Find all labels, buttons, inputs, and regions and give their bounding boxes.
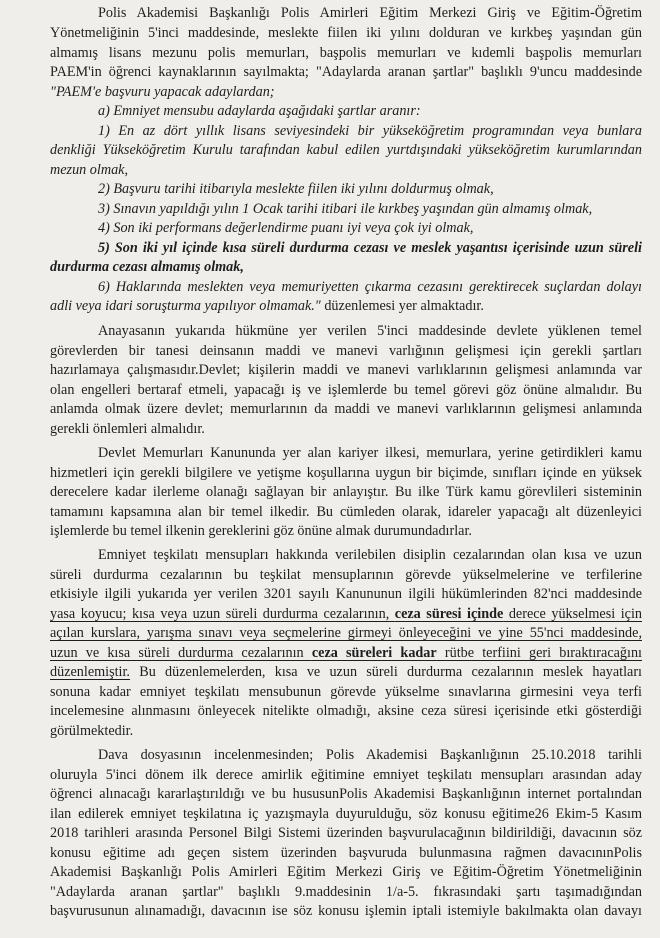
text-line: oluruyla 5'inci dönem ilk derece amirlik eğitimine emniyet teşkilatı mensupları arasından aday <box>50 767 642 783</box>
text-line: konusu eğitime adı geçen sistem üzerinden başvuruda bulunmasına rağmen davacınınPolis <box>50 845 642 861</box>
text-line: mezun olmak, <box>50 162 129 178</box>
text-line: 3) Sınavın yapıldığı yılın 1 Ocak tarihi itibari ile kırkbeş yaşından gün almamış olmak, <box>98 201 593 217</box>
text-line: 2) Başvuru tarihi itibarıyla meslekte fiilen iki yılını doldurmuş olmak, <box>98 181 494 197</box>
text-line: derecelere kadar ilerleme olanağı sağlayan bir anlayıştır. Bu ilke Türk kamu görevlileri sisteminin <box>50 484 642 500</box>
text-line: süreli durdurma cezalarının bu teşkilat mensuplarının görevde yükselmelerine ve terfilerine <box>50 567 642 583</box>
text-line: Emniyet teşkilatı mensupları hakkında verilebilen disiplin cezalarından olan kısa ve uzun <box>98 547 642 563</box>
text-line: 6) Haklarında meslekten veya memuriyetten çıkarma cezasını gerektirecek suçlardan dolayı <box>98 279 642 295</box>
text-line: uzun ve kısa süreli durdurma cezalarının ceza süreleri kadar rütbe terfiini geri bıraktıracağını <box>50 645 642 661</box>
text-line: Yönetmeliğinin 5'inci maddesinde, meslekte fiilen iki yılını dolduran ve kırkbeş yaşından gün <box>50 25 642 41</box>
text-line: hizmetleri için gerekli bilgilere ve yetişme koşullarına uygun bir biçimde, sınıfları içinde en yüksek <box>50 465 642 481</box>
text-line: ilan edilerek emniyet teşkilatına iç yazışmayla duyurulduğu, söz konusu eğitime26 Ekim-5 Kasım <box>50 806 642 822</box>
text-line: açılan kurslara, yarışma sınavı veya seçmelerine girmeyi önleyeceğini ve yine 55'nci maddesinde, <box>50 625 642 641</box>
text-line: anlamda olmak üzere devlet; memurlarının da maddi ve manevi varlıklarının gelişmesi anlamında <box>50 401 642 417</box>
text-line: a) Emniyet mensubu adaylarda aşağıdaki şartlar aranır: <box>98 103 421 119</box>
text-line: 5) Son iki yıl içinde kısa süreli durdurma cezası ve meslek yaşantısı içerisinde uzun süreli <box>98 240 642 256</box>
text-line: başvurusunun alınamadığı, davacının ise söz konusu işlemin iptali istemiyle bakılmakta olan davayı <box>50 903 642 919</box>
text-line: adli veya idari soruşturma yapılıyor olmamak." düzenlemesi yer almaktadır. <box>50 298 484 314</box>
text-line: tamamını kapsamına alan bir temel ilkedir. Bu cümleden olarak, idareler yapacağı alt düzenleyici <box>50 504 642 520</box>
text-line: 4) Son iki performans değerlendirme puanı iyi veya çok iyi olmak, <box>98 220 474 236</box>
text-line: etkisiyle ilgili yukarıda yer verilen 3201 sayılı Kanununun ilgili hükümlerinden 82'nci maddesinde <box>50 586 642 602</box>
text-line: "Adaylarda aranan şartlar" başlıklı 9.maddesinin 1/a-5. fıkrasındaki şartı taşımadığından <box>50 884 642 900</box>
text-line: incelemesine alınmasını önleyecek nitelikte olmadığı, aksine ceza süresi içerisinde etki gösterdiği <box>50 703 642 719</box>
text-line: 2018 tarihleri arasında Personel Bilgi Sistemi üzerinden başvurulacağının bildirildiği, davacının söz <box>50 825 642 841</box>
text-line: "PAEM'e başvuru yapacak adaylardan; <box>50 84 275 100</box>
text-line: denkliği Yükseköğretim Kurulu tarafından kabul edilen yurtdışındaki yükseköğretim kurumlarından <box>50 142 642 158</box>
text-line: Anayasanın yukarıda hükmüne yer verilen 5'inci maddesinde devlete yüklenen temel <box>98 323 642 339</box>
text-line: PAEM'in öğrenci kaynaklarının sayılmakta; "Adaylarda aranan şartlar" başlıklı 9'uncu maddesinde <box>50 64 642 80</box>
text-line: görülmektedir. <box>50 723 134 739</box>
text-line: Dava dosyasının incelenmesinden; Polis Akademisi Başkanlığının 25.10.2018 tarihli <box>98 747 642 763</box>
text-line: Polis Akademisi Başkanlığı Polis Amirleri Eğitim Merkezi Giriş ve Eğitim-Öğretim <box>98 5 642 21</box>
text-line: gerekli önlemleri almalıdır. <box>50 421 205 437</box>
text-line: Akademisi Başkanlığı Polis Amirleri Eğitim Merkezi Giriş ve Eğitim-Öğretim Yönetmeliğinin <box>50 864 642 880</box>
text-line: görevlerden bir tanesi deinsanın maddi ve manevi varlığının gelişmesi için gerekli şartları <box>50 343 642 359</box>
text-line: olan engelleri bertaraf etmeli, yapacağı iş ve işlemlerde bu temel görevi göz önüne almalıdır. Bu <box>50 382 642 398</box>
text-line: sonuna kadar emniyet teşkilatı mensubunun görevde yükselme sınavlarına girmesini veya terfi <box>50 684 642 700</box>
text-line: hazırlamaya çalışmasıdır.Devlet; kişilerin maddi ve manevi varlıklarının gelişmesi anlamında var <box>50 362 642 378</box>
text-line: yasa koyucu; kısa veya uzun süreli durdurma cezalarının, ceza süresi içinde derece yükselmesi için <box>50 606 642 622</box>
text-line: Devlet Memurları Kanununda yer alan kariyer ilkesi, memurlara, yerine getirdikleri kamu <box>98 445 642 461</box>
text-line: 1) En az dört yıllık lisans seviyesindeki bir yükseköğretim programından veya bunlara <box>98 123 642 139</box>
text-line: düzenlemiştir. Bu düzenlemelerden, kısa ve uzun süreli durdurma cezalarının meslek hayatları <box>50 664 642 680</box>
text-line: durdurma cezası almamış olmak, <box>50 259 244 275</box>
text-line: işlemlerde bu temel ilkenin gereklerini göz önüne almak durumundadırlar. <box>50 523 472 539</box>
text-line: almamış lisans mezunu polis memurları, başpolis memurları ve kıdemli başpolis memurları <box>50 45 642 61</box>
text-line: öğrenci alınacağı kararlaştırıldığı ve bu hususunPolis Akademisi Başkanlığının internet portalından <box>50 786 642 802</box>
